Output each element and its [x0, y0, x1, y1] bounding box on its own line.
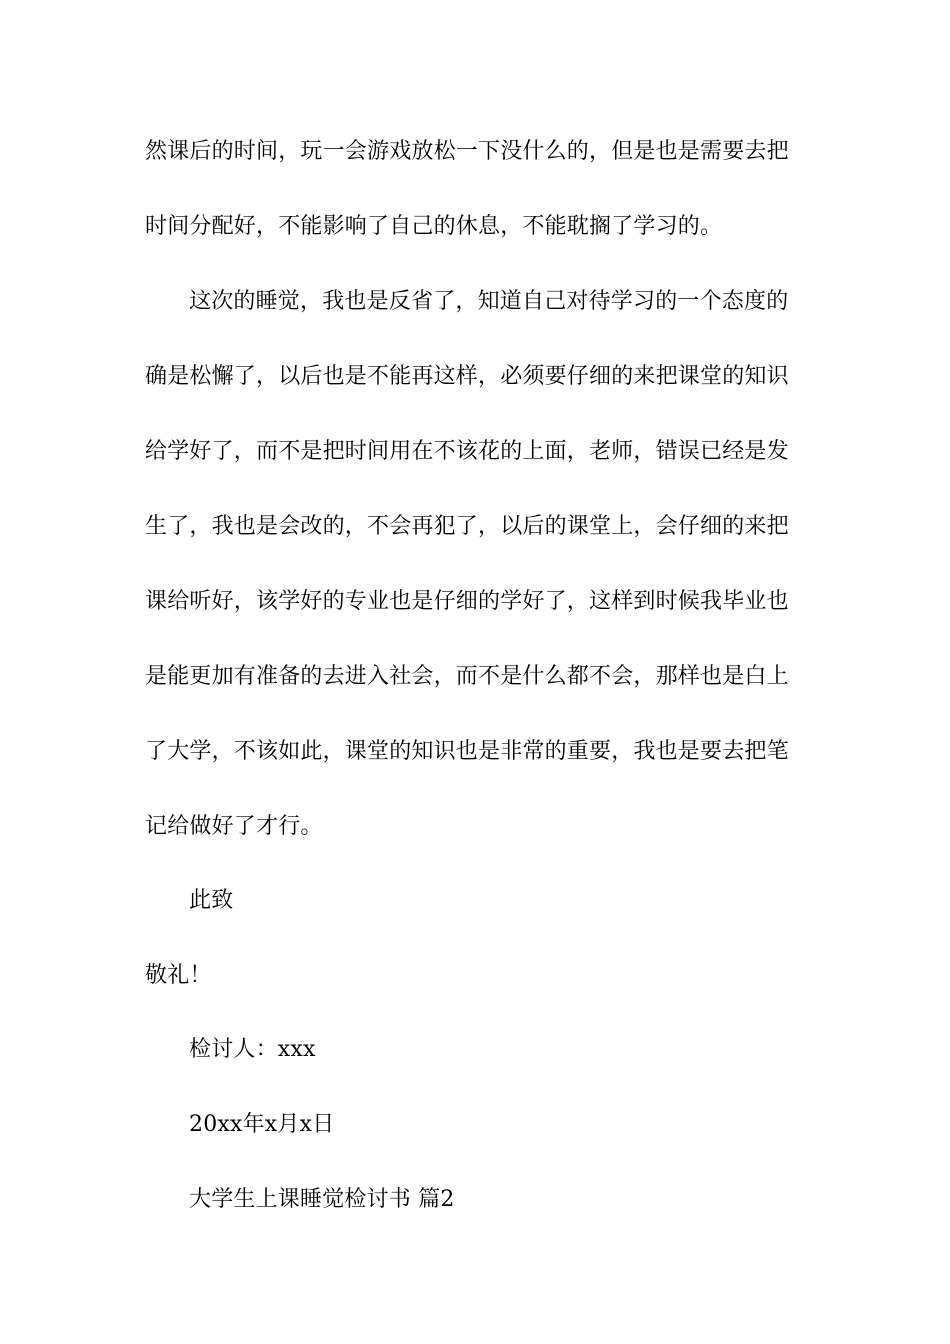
- paragraph-line-8: 是能更加有准备的去进入社会，而不是什么都不会，那样也是白上: [145, 664, 789, 689]
- paragraph-line-3: 这次的睡觉，我也是反省了，知道自己对待学习的一个态度的: [189, 289, 789, 314]
- paragraph-line-2: 时间分配好，不能影响了自己的休息，不能耽搁了学习的。: [145, 214, 723, 239]
- paragraph-line-5: 给学好了，而不是把时间用在不该花的上面，老师，错误已经是发: [145, 439, 789, 464]
- date-line: 20xx年x月x日: [189, 1112, 335, 1137]
- next-section-title: 大学生上课睡觉检讨书 篇2: [189, 1187, 455, 1212]
- paragraph-line-1: 然课后的时间，玩一会游戏放松一下没什么的，但是也是需要去把: [145, 139, 789, 164]
- paragraph-line-7: 课给听好，该学好的专业也是仔细的学好了，这样到时候我毕业也: [145, 589, 789, 614]
- paragraph-line-10: 记给做好了才行。: [145, 814, 323, 839]
- paragraph-line-6: 生了，我也是会改的，不会再犯了，以后的课堂上，会仔细的来把: [145, 514, 789, 539]
- signer-line: 检讨人：xxx: [189, 1037, 316, 1062]
- closing-salutation: 此致: [189, 888, 234, 913]
- closing-regards: 敬礼！: [145, 963, 212, 988]
- paragraph-line-4: 确是松懈了，以后也是不能再这样，必须要仔细的来把课堂的知识: [145, 364, 789, 389]
- paragraph-line-9: 了大学，不该如此，课堂的知识也是非常的重要，我也是要去把笔: [145, 739, 789, 764]
